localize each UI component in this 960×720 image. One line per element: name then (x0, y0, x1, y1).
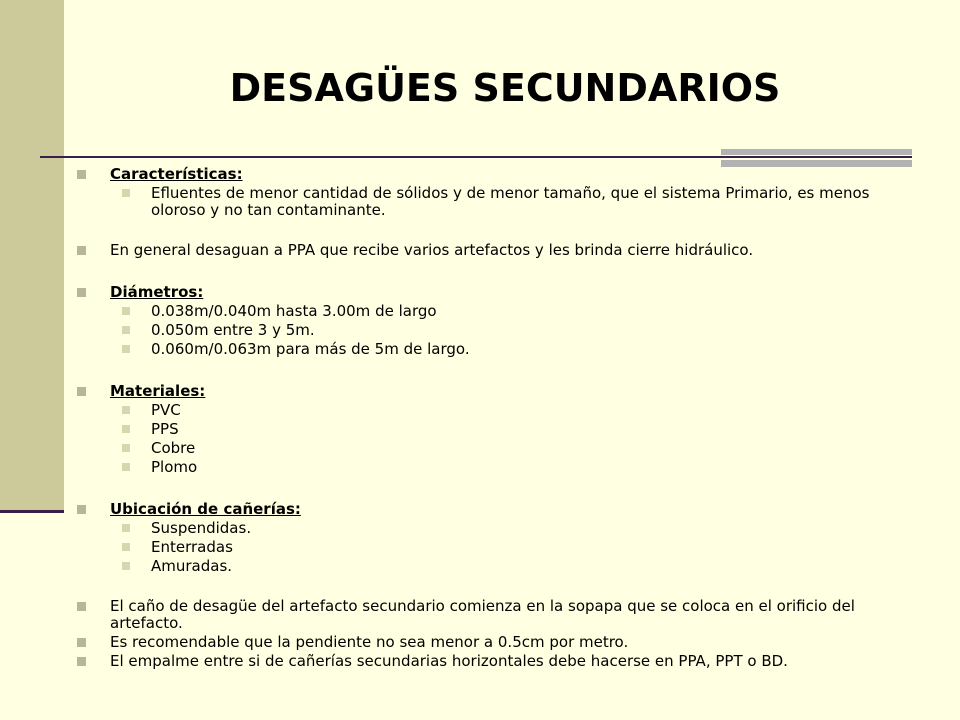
sub-bullet (76, 440, 916, 457)
sub-bullet-square-icon (122, 562, 130, 570)
sub-bullet-text: PVC (151, 401, 181, 419)
sub-bullet-text: PPS (151, 420, 179, 438)
sub-bullet-text: Cobre (151, 439, 196, 457)
bullet-label: Ubicación de cañerías: (110, 500, 301, 518)
bullet-label: Materiales: (110, 382, 206, 400)
bullet-ubicacion (76, 501, 916, 518)
sub-bullet-text: 0.050m entre 3 y 5m. (151, 321, 315, 339)
sub-bullet-square-icon (122, 425, 130, 433)
sub-bullet-square-icon (122, 543, 130, 551)
sub-bullet (76, 341, 916, 358)
sub-bullet-text: Plomo (151, 458, 198, 476)
slide-title: DESAGÜES SECUNDARIOS (229, 66, 781, 110)
sub-bullet (76, 539, 916, 556)
bullet-final (76, 634, 916, 651)
bullet-caracteristicas (76, 166, 916, 183)
sub-bullet-square-icon (122, 463, 130, 471)
bullet-square-icon (77, 602, 86, 611)
sub-bullet-square-icon (122, 326, 130, 334)
bullet-square-icon (77, 387, 86, 396)
bullet-label: Características: (110, 165, 243, 183)
rule-accent-top (721, 149, 912, 155)
left-bar-underline (0, 510, 64, 513)
slide-content (76, 166, 916, 670)
sub-bullet-square-icon (122, 444, 130, 452)
sub-bullet (76, 303, 916, 320)
sub-bullet-text: 0.038m/0.040m hasta 3.00m de largo (151, 302, 437, 320)
bullet-text: En general desaguan a PPA que recibe varios artefactos y les brinda cierre hidráulico. (110, 241, 754, 259)
sub-bullet (76, 558, 916, 575)
sub-bullet-text: Efluentes de menor cantidad de sólidos y de menor tamaño, que el sistema Primario, es menos oloroso y no tan contaminante. (151, 184, 870, 219)
sub-bullet-square-icon (122, 406, 130, 414)
title-divider (40, 156, 912, 158)
sub-bullet-text: 0.060m/0.063m para más de 5m de largo. (151, 340, 470, 358)
bullet-square-icon (77, 638, 86, 647)
bullet-final (76, 653, 916, 670)
sub-bullet-square-icon (122, 189, 130, 197)
bullet-final (76, 598, 916, 632)
sub-bullet (76, 322, 916, 339)
bullet-general (76, 242, 916, 259)
bullet-square-icon (77, 505, 86, 514)
bullet-square-icon (77, 288, 86, 297)
sub-bullet (76, 185, 916, 219)
bullet-text: Es recomendable que la pendiente no sea menor a 0.5cm por metro. (110, 633, 629, 651)
sub-bullet-square-icon (122, 307, 130, 315)
bullet-square-icon (77, 170, 86, 179)
sub-bullet (76, 459, 916, 476)
sub-bullet-square-icon (122, 345, 130, 353)
bullet-square-icon (77, 657, 86, 666)
bullet-label: Diámetros: (110, 283, 204, 301)
sub-bullet-text: Enterradas (151, 538, 233, 556)
sub-bullet (76, 402, 916, 419)
sub-bullet-square-icon (122, 524, 130, 532)
sub-bullet (76, 520, 916, 537)
sub-bullet-text: Suspendidas. (151, 519, 252, 537)
sub-bullet (76, 421, 916, 438)
bullet-text: El caño de desagüe del artefacto secundario comienza en la sopapa que se coloca en el orificio del artefacto. (110, 597, 855, 632)
bullet-diametros (76, 284, 916, 301)
sub-bullet-text: Amuradas. (151, 557, 233, 575)
bullet-square-icon (77, 246, 86, 255)
bullet-materiales (76, 383, 916, 400)
bullet-text: El empalme entre si de cañerías secundarias horizontales debe hacerse en PPA, PPT o BD. (110, 652, 788, 670)
